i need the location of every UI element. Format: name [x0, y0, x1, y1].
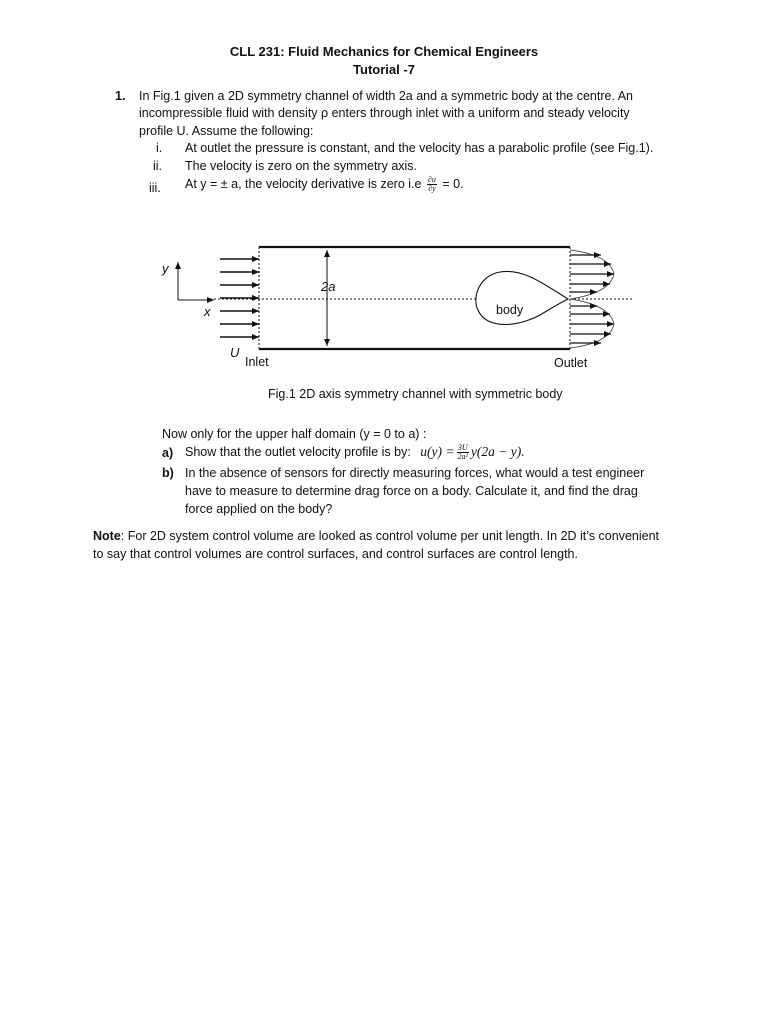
- inlet-arrows: [220, 259, 259, 337]
- width-label: 2a: [321, 279, 336, 294]
- inlet-label: Inlet: [245, 355, 269, 369]
- note-text-1: : For 2D system control volume are looked as control volume per unit length. In 2D it’s convenient: [120, 529, 660, 543]
- y-axis-label: y: [162, 261, 169, 276]
- note-label: Note: [93, 529, 121, 543]
- part-a-math-1: u(y) =: [420, 444, 455, 459]
- note-line-2: to say that control volumes are control surfaces, and control surfaces are control length.: [93, 547, 578, 561]
- channel-figure: [0, 0, 768, 420]
- body-label: body: [496, 303, 524, 317]
- assumption-text-3b: = 0.: [442, 176, 464, 191]
- question-number: 1.: [115, 89, 126, 103]
- velocity-label: U: [230, 345, 240, 360]
- derivative-numerator: ∂u: [427, 175, 436, 184]
- question-line-1: In Fig.1 given a 2D symmetry channel of width 2a and a symmetric body at the centre. An: [139, 89, 633, 103]
- document-title: CLL 231: Fluid Mechanics for Chemical Engineers: [229, 44, 539, 59]
- assumption-marker-2: ii.: [153, 159, 163, 173]
- part-a-line: [185, 444, 525, 461]
- assumption-marker-1: i.: [156, 141, 163, 155]
- assumption-text-3a: At y = ± a, the velocity derivative is zero i.e: [185, 176, 422, 191]
- derivative-denominator: ∂y: [428, 184, 436, 193]
- question-line-3: profile U. Assume the following:: [139, 124, 314, 138]
- part-a-marker: a): [162, 446, 174, 460]
- upper-half-intro: Now only for the upper half domain (y = 0 to a) :: [162, 427, 427, 441]
- part-b-marker: b): [162, 466, 174, 480]
- outlet-label: Outlet: [554, 356, 588, 370]
- assumption-text-2: The velocity is zero on the symmetry axis.: [185, 159, 418, 173]
- part-b-line-2: have to measure to determine drag force on a body. Calculate it, and find the drag: [185, 484, 638, 498]
- x-axis-label: x: [204, 304, 211, 319]
- part-a-math-2: y(2a − y).: [470, 444, 525, 459]
- question-line-2: incompressible fluid with density ρ enters through inlet with a uniform and steady velocity: [139, 106, 630, 120]
- part-a-text: Show that the outlet velocity profile is by:: [185, 445, 411, 459]
- velocity-fraction-numerator: 3U: [457, 443, 468, 453]
- assumption-text-1: At outlet the pressure is constant, and the velocity has a parabolic profile (see Fig.1).: [185, 141, 654, 155]
- figure-caption: Fig.1 2D axis symmetry channel with symmetric body: [268, 387, 563, 401]
- part-b-line-3: force applied on the body?: [185, 502, 333, 516]
- part-b-line-1: In the absence of sensors for directly measuring forces, what would a test engineer: [185, 466, 645, 480]
- document-subtitle: Tutorial -7: [353, 62, 415, 77]
- note-line-1: [93, 529, 659, 543]
- velocity-fraction-denominator: 2a²: [457, 452, 468, 462]
- velocity-fraction: [457, 444, 469, 461]
- assumption-marker-3: iii.: [149, 181, 161, 195]
